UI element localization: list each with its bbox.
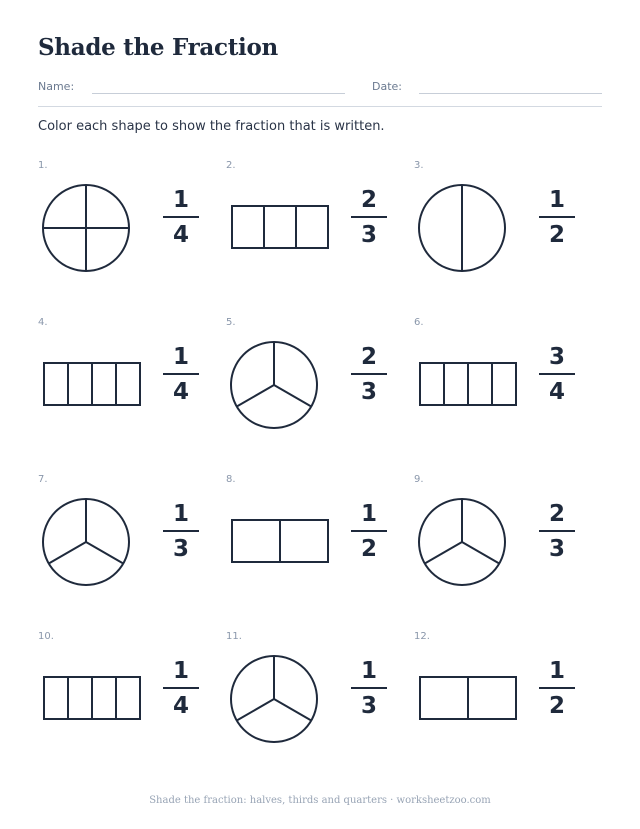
problem-number: 5. <box>226 317 236 328</box>
denominator: 3 <box>360 222 377 248</box>
fraction-bar <box>163 216 199 218</box>
bar-shape[interactable] <box>226 178 330 283</box>
fraction-bar <box>351 687 387 689</box>
divider-line <box>274 385 311 407</box>
problem-number: 2. <box>226 160 236 171</box>
divider-line <box>237 385 274 407</box>
denominator: 4 <box>172 379 189 405</box>
numerator: 1 <box>548 658 565 684</box>
divider-line <box>49 542 86 564</box>
date-field[interactable] <box>419 93 602 94</box>
fraction <box>539 657 575 720</box>
fraction <box>351 657 387 720</box>
problem-7 <box>20 474 208 614</box>
denominator: 4 <box>548 379 565 405</box>
problem-3 <box>396 160 584 300</box>
problem-number: 8. <box>226 474 236 485</box>
name-field[interactable] <box>92 93 345 94</box>
fraction <box>351 186 387 249</box>
denominator: 3 <box>172 536 189 562</box>
circle-shape[interactable] <box>38 178 142 283</box>
denominator: 3 <box>548 536 565 562</box>
circle-shape[interactable] <box>414 492 518 597</box>
bar-shape[interactable] <box>414 649 518 754</box>
numerator: 2 <box>360 187 377 213</box>
problem-9 <box>396 474 584 614</box>
circle-shape[interactable] <box>414 178 518 283</box>
date-label: Date: <box>372 80 402 93</box>
fraction-bar <box>539 373 575 375</box>
footer: Shade the fraction: halves, thirds and quarters · worksheetzoo.com <box>149 795 491 806</box>
worksheet-title: Shade the Fraction <box>38 34 278 61</box>
problem-11 <box>208 631 396 771</box>
problem-4 <box>20 317 208 457</box>
fraction <box>539 500 575 563</box>
fraction <box>163 500 199 563</box>
fraction-bar <box>539 687 575 689</box>
numerator: 3 <box>548 344 565 370</box>
bar-shape[interactable] <box>38 335 142 440</box>
problem-10 <box>20 631 208 771</box>
problem-number: 10. <box>38 631 54 642</box>
denominator: 2 <box>548 222 565 248</box>
problem-number: 11. <box>226 631 242 642</box>
problem-number: 9. <box>414 474 424 485</box>
bar-shape[interactable] <box>226 492 330 597</box>
fraction-bar <box>163 530 199 532</box>
numerator: 1 <box>172 344 189 370</box>
fraction-bar <box>539 216 575 218</box>
circle-shape[interactable] <box>38 492 142 597</box>
numerator: 2 <box>360 344 377 370</box>
fraction-bar <box>163 373 199 375</box>
divider-line <box>462 542 499 564</box>
numerator: 1 <box>172 501 189 527</box>
fraction-bar <box>351 216 387 218</box>
problem-8 <box>208 474 396 614</box>
numerator: 1 <box>360 501 377 527</box>
circle-shape[interactable] <box>226 335 330 440</box>
problem-number: 12. <box>414 631 430 642</box>
fraction-bar <box>351 530 387 532</box>
divider-line <box>86 542 123 564</box>
numerator: 2 <box>548 501 565 527</box>
fraction-bar <box>539 530 575 532</box>
denominator: 4 <box>172 222 189 248</box>
name-label: Name: <box>38 80 75 93</box>
bar-shape[interactable] <box>414 335 518 440</box>
numerator: 1 <box>172 187 189 213</box>
problem-2 <box>208 160 396 300</box>
problem-number: 1. <box>38 160 48 171</box>
fraction <box>163 186 199 249</box>
circle-shape[interactable] <box>226 649 330 754</box>
problem-number: 7. <box>38 474 48 485</box>
problem-number: 4. <box>38 317 48 328</box>
problem-12 <box>396 631 584 771</box>
problem-6 <box>396 317 584 457</box>
divider-line <box>237 699 274 721</box>
denominator: 2 <box>360 536 377 562</box>
problem-number: 3. <box>414 160 424 171</box>
fraction <box>351 343 387 406</box>
fraction <box>539 343 575 406</box>
numerator: 1 <box>172 658 189 684</box>
numerator: 1 <box>360 658 377 684</box>
fraction-bar <box>163 687 199 689</box>
numerator: 1 <box>548 187 565 213</box>
header-divider <box>38 106 602 107</box>
problem-1 <box>20 160 208 300</box>
denominator: 4 <box>172 693 189 719</box>
fraction <box>163 657 199 720</box>
problem-5 <box>208 317 396 457</box>
bar-outline[interactable] <box>232 206 328 248</box>
instructions: Color each shape to show the fraction that is written. <box>38 119 385 134</box>
fraction <box>539 186 575 249</box>
fraction-bar <box>351 373 387 375</box>
divider-line <box>274 699 311 721</box>
fraction <box>351 500 387 563</box>
problem-number: 6. <box>414 317 424 328</box>
fraction <box>163 343 199 406</box>
denominator: 2 <box>548 693 565 719</box>
bar-shape[interactable] <box>38 649 142 754</box>
divider-line <box>425 542 462 564</box>
denominator: 3 <box>360 693 377 719</box>
denominator: 3 <box>360 379 377 405</box>
